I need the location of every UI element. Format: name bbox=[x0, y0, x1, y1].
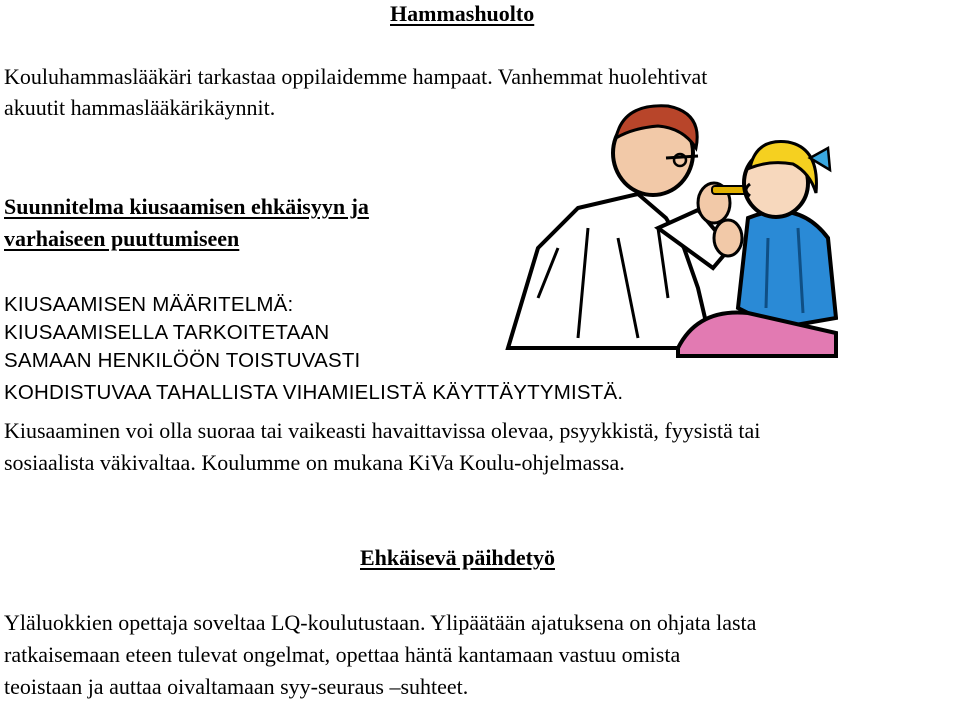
definition-line-3: SAMAAN HENKILÖÖN TOISTUVASTI bbox=[4, 349, 361, 372]
dental-text-line-2: akuutit hammaslääkärikäynnit. bbox=[4, 95, 276, 120]
substance-text-line-1: Yläluokkien opettaja soveltaa LQ-koulutustaan. Ylipäätään ajatuksena on ohjata lasta bbox=[4, 610, 757, 635]
bullying-body-line-1: Kiusaaminen voi olla suoraa tai vaikeasti havaittavissa olevaa, psyykkistä, fyysistä tai bbox=[4, 418, 761, 443]
definition-line-2: KIUSAAMISELLA TARKOITETAAN bbox=[4, 321, 330, 344]
bullying-heading-line-2: varhaiseen puuttumiseen bbox=[4, 226, 240, 251]
substance-prevention-heading: Ehkäisevä päihdetyö bbox=[360, 545, 555, 570]
bullying-body-line-2: sosiaalista väkivaltaa. Koulumme on mukana KiVa Koulu-ohjelmassa. bbox=[4, 450, 625, 475]
definition-line-4: KOHDISTUVAA TAHALLISTA VIHAMIELISTÄ KÄYTTÄYTYMISTÄ. bbox=[4, 381, 624, 404]
definition-line-1: KIUSAAMISEN MÄÄRITELMÄ: bbox=[4, 293, 294, 316]
doctor-examining-child-illustration bbox=[498, 98, 838, 358]
substance-text-line-2: ratkaisemaan eteen tulevat ongelmat, opettaa häntä kantamaan vastuu omista bbox=[4, 642, 681, 667]
doctor-child-icon bbox=[498, 98, 838, 358]
dental-text-line-1: Kouluhammaslääkäri tarkastaa oppilaidemme hampaat. Vanhemmat huolehtivat bbox=[4, 64, 708, 89]
bullying-heading-line-1: Suunnitelma kiusaamisen ehkäisyyn ja bbox=[4, 194, 369, 219]
substance-text-line-3: teoistaan ja auttaa oivaltamaan syy-seuraus –suhteet. bbox=[4, 674, 469, 699]
dental-care-heading: Hammashuolto bbox=[390, 1, 535, 26]
